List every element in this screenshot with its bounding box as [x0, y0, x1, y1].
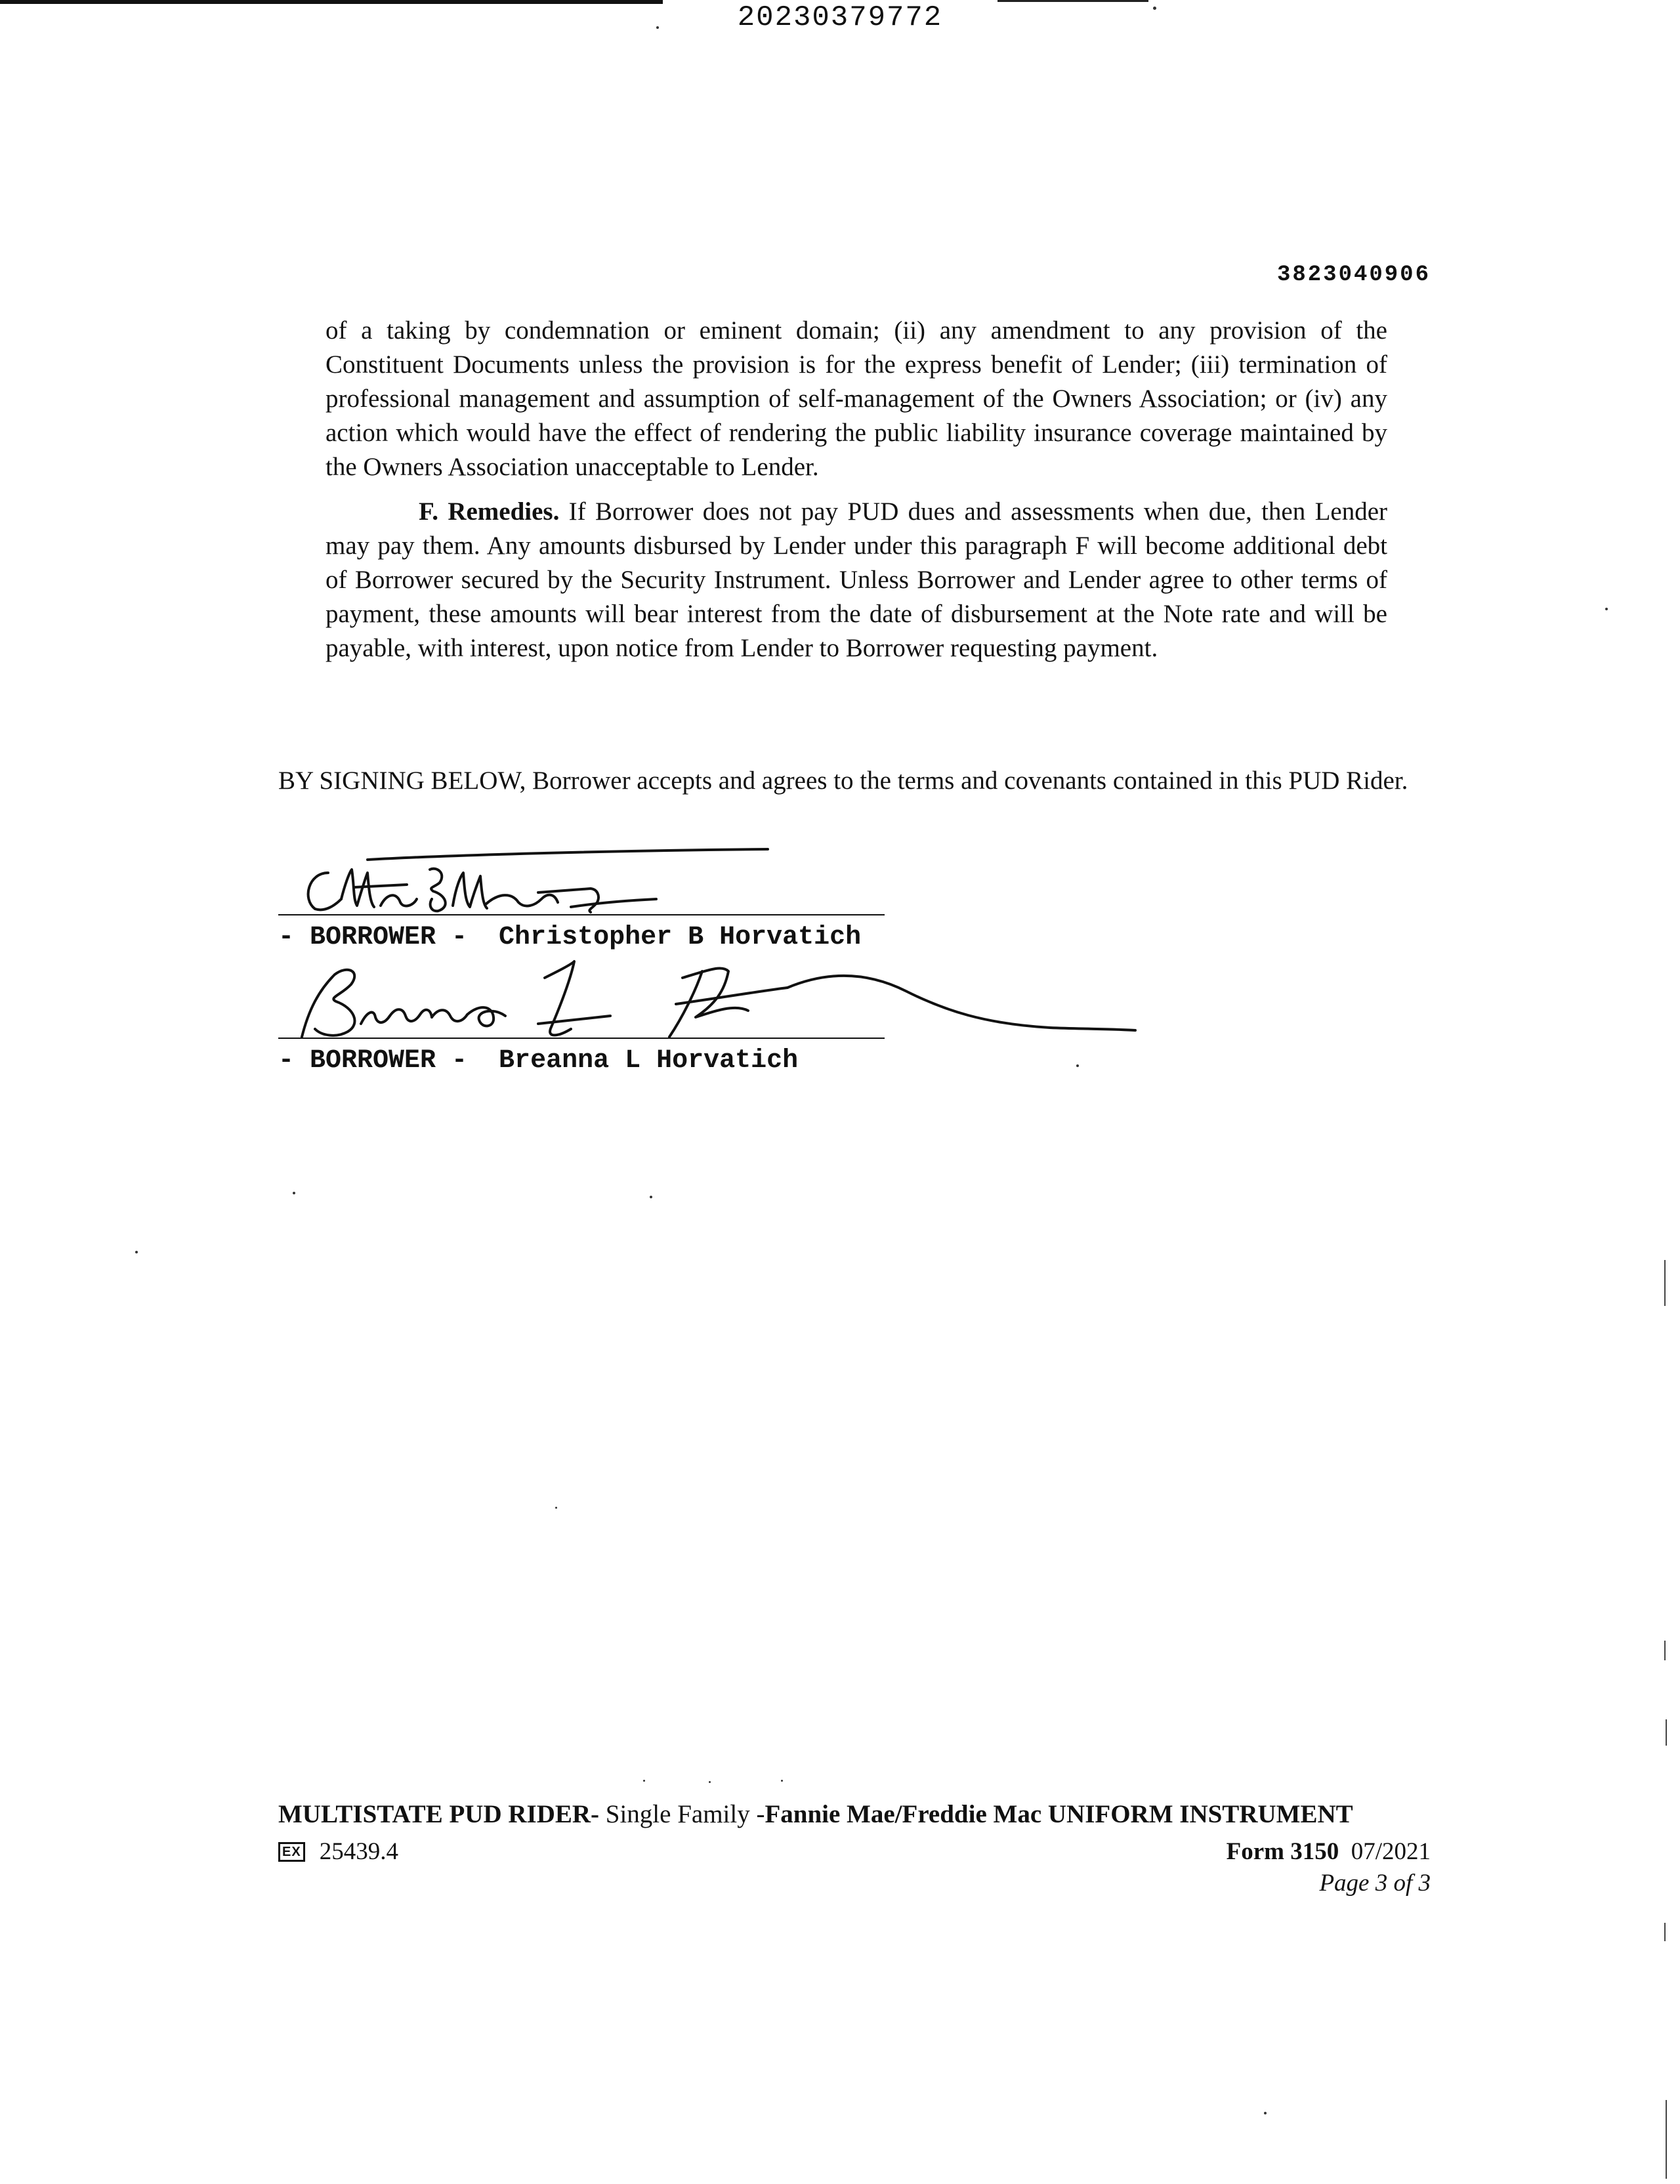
signature-line-1: [278, 914, 885, 915]
signature-christopher: [289, 847, 788, 919]
ex-icon: EX: [278, 1842, 305, 1862]
remedies-heading: F. Remedies.: [419, 497, 560, 526]
recording-number: 20230379772: [737, 1, 943, 34]
signature-breanna: [262, 952, 1142, 1050]
loan-number: 3823040906: [1276, 262, 1431, 287]
footer-title-bold-2: Fannie Mae/Freddie Mac UNIFORM INSTRUMENT: [765, 1800, 1353, 1828]
signing-statement: BY SIGNING BELOW, Borrower accepts and agrees to the terms and covenants contained in this PUD Rider.: [278, 766, 1408, 795]
borrower-label-christopher: - BORROWER - Christopher B Horvatich: [278, 923, 862, 952]
scan-edge-mark: [1666, 1719, 1667, 1746]
scan-speck: [709, 1781, 711, 1783]
page-indicator: Page 3 of 3: [1319, 1870, 1431, 1897]
scan-speck: [135, 1251, 138, 1253]
scan-speck: [650, 1196, 652, 1198]
footer-form-code: [278, 1838, 398, 1866]
scan-speck: [1076, 1064, 1079, 1067]
scan-speck: [555, 1507, 557, 1509]
paragraph-remedies: [326, 495, 1387, 665]
scan-edge-mark: [1666, 2100, 1667, 2179]
borrower-label-breanna: - BORROWER - Breanna L Horvatich: [278, 1046, 799, 1076]
scan-edge-mark: [1664, 1260, 1666, 1306]
scan-speck: [656, 26, 659, 29]
scan-speck: [643, 1780, 645, 1782]
footer-title-regular: Single Family -: [599, 1800, 765, 1828]
footer-title-bold-1: MULTISTATE PUD RIDER-: [278, 1800, 600, 1828]
scan-speck: [1264, 2112, 1267, 2114]
footer-title: [278, 1799, 1353, 1829]
scan-speck: [1605, 608, 1608, 610]
scan-speck: [781, 1780, 783, 1782]
remedies-text: If Borrower does not pay PUD dues and assessments when due, then Lender may pay them. Any amounts disbursed by Lender under this paragraph F will become additional debt of Borrower secured by the Security Instrument. Unless Borrower and Lender agree to other terms of payment, these amounts will bear interest from the date of disbursement at the Note rate and will be payable, with interest, upon notice from Lender to Borrower requesting payment.: [326, 497, 1387, 662]
scan-edge-mark: [1664, 1923, 1666, 1941]
scan-edge-mark: [1664, 1641, 1666, 1660]
form-label: Form 3150: [1226, 1838, 1339, 1865]
paragraph-condemnation: of a taking by condemnation or eminent domain; (ii) any amendment to any provision of the Constituent Documents unless the provision is for the express benefit of Lender; (iii) termination of professional management and assumption of self-management of the Owners Association; or (iv) any action which would have the effect of rendering the public liability insurance coverage maintained by the Owners Association unacceptable to Lender.: [326, 316, 1387, 481]
scan-speck: [1153, 7, 1156, 10]
footer-form-number: [1227, 1838, 1431, 1866]
scan-speck: [293, 1192, 295, 1194]
form-date: 07/2021: [1339, 1838, 1431, 1865]
form-code-number: 25439.4: [319, 1838, 398, 1865]
signature-line-2: [278, 1038, 885, 1039]
